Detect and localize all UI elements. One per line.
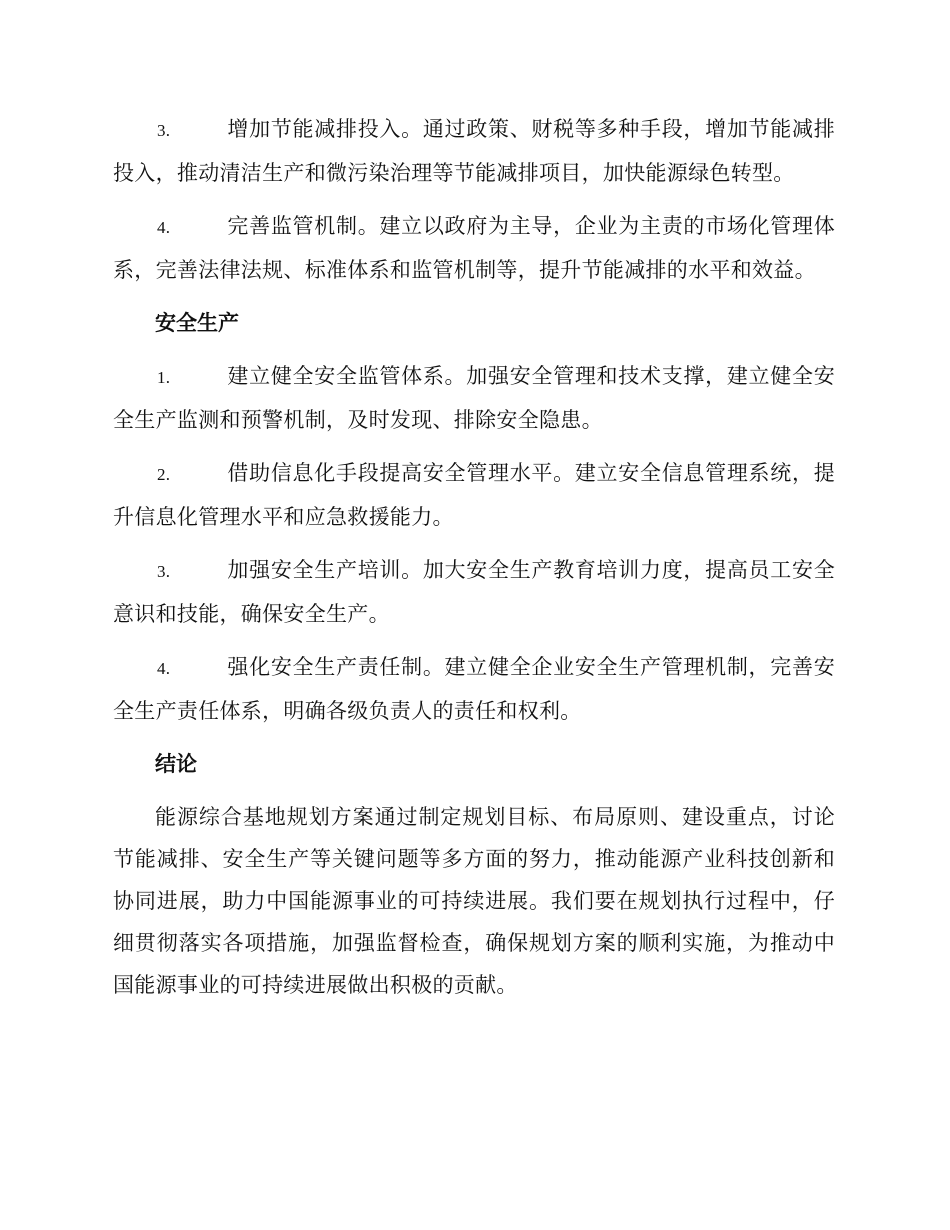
list-item-number: 2. (157, 465, 171, 484)
list-item (113, 646, 835, 732)
list-item (113, 108, 835, 194)
list-item-text: 完善监管机制。建立以政府为主导，企业为主责的市场化管理体系，完善法律法规、标准体系和监管机制等，提升节能减排的水平和效益。 (113, 214, 835, 282)
list-item-text: 建立健全安全监管体系。加强安全管理和技术支撑，建立健全安全生产监测和预警机制，及时发现、排除安全隐患。 (113, 364, 835, 432)
list-item-number: 3. (157, 121, 171, 140)
list-item (113, 549, 835, 635)
list-item-text: 增加节能减排投入。通过政策、财税等多种手段，增加节能减排投入，推动清洁生产和微污染治理等节能减排项目，加快能源绿色转型。 (113, 117, 835, 185)
list-item (113, 205, 835, 291)
list-item-number: 1. (157, 368, 171, 387)
document-body (113, 108, 835, 1017)
list-item-number: 4. (157, 659, 171, 678)
list-item-number: 3. (157, 562, 171, 581)
list-item (113, 355, 835, 441)
list-item-text: 强化安全生产责任制。建立健全企业安全生产管理机制，完善安全生产责任体系，明确各级负责人的责任和权利。 (113, 655, 835, 723)
section-heading-safety: 安全生产 (155, 311, 239, 335)
conclusion-paragraph: 能源综合基地规划方案通过制定规划目标、布局原则、建设重点，讨论节能减排、安全生产等关键问题等多方面的努力，推动能源产业科技创新和协同进展，助力中国能源事业的可持续进展。我们要在规划执行过程中，仔细贯彻落实各项措施，加强监督检查，确保规划方案的顺利实施，为推动中国能源事业的可持续进展做出积极的贡献。 (113, 805, 835, 997)
list-item-text: 加强安全生产培训。加大安全生产教育培训力度，提高员工安全意识和技能，确保安全生产。 (113, 558, 835, 626)
list-item (113, 452, 835, 538)
list-item-number: 4. (157, 218, 171, 237)
section-heading-conclusion: 结论 (155, 752, 197, 776)
list-item-text: 借助信息化手段提高安全管理水平。建立安全信息管理系统，提升信息化管理水平和应急救援能力。 (113, 461, 835, 529)
